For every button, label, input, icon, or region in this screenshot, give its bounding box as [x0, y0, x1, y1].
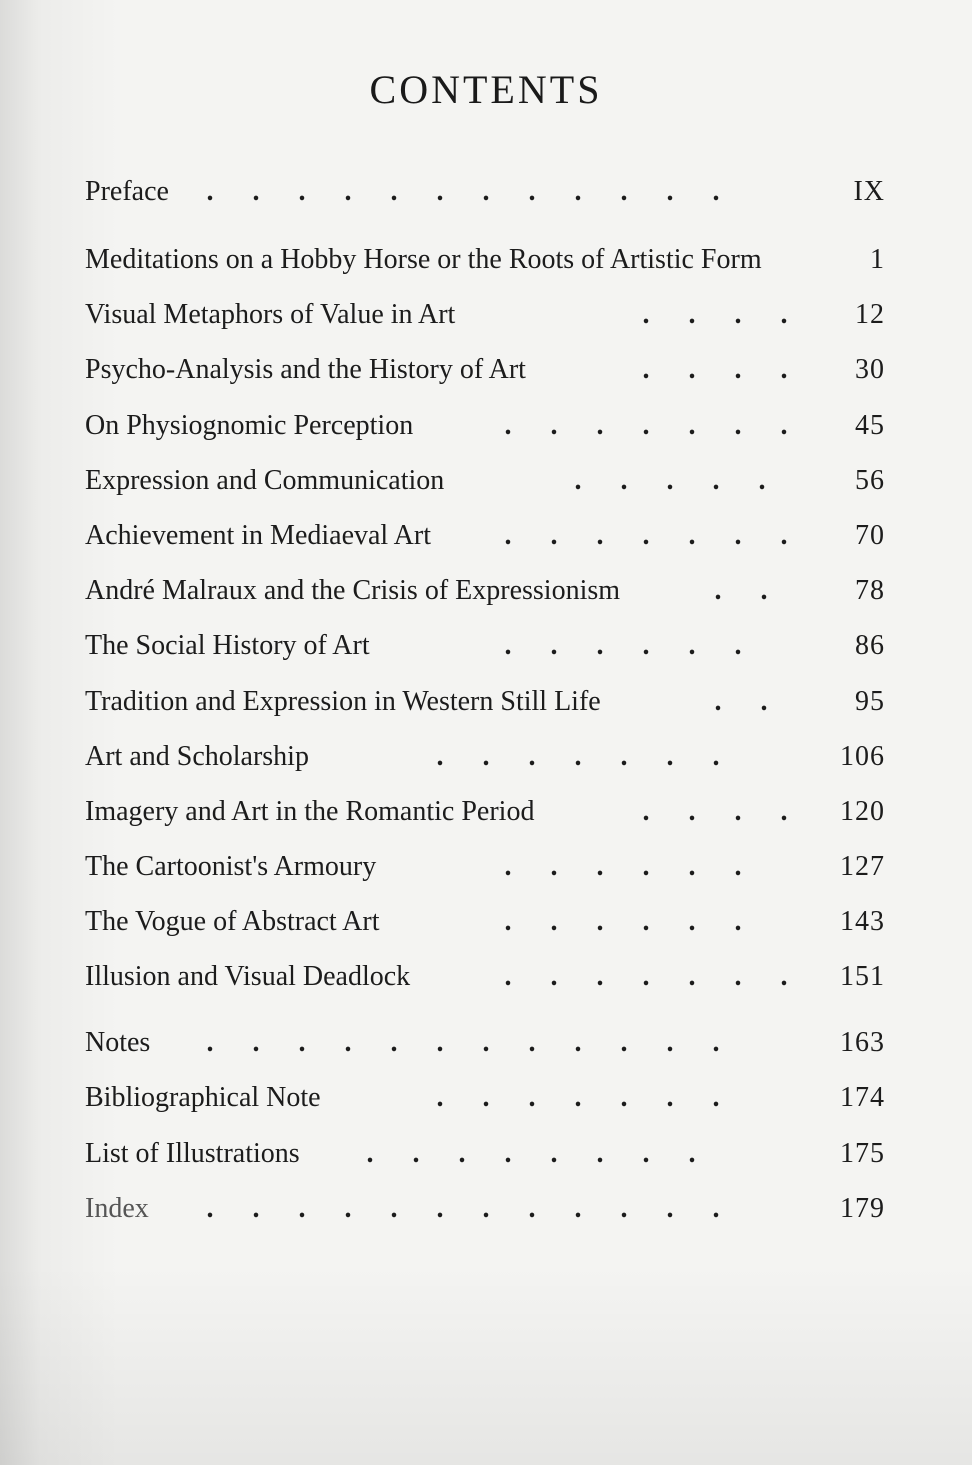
leader-dot: .: [436, 1082, 444, 1113]
toc-entry-label: Achievement in Mediaeval Art: [85, 520, 431, 551]
toc-leader-dots: [485, 516, 807, 556]
leader-dot: .: [734, 961, 742, 992]
toc-leader-dots: [485, 626, 761, 666]
leader-dot: .: [688, 906, 696, 937]
toc-leader-dots: [187, 1189, 739, 1229]
toc-entry-label: The Vogue of Abstract Art: [85, 906, 380, 937]
toc-page-number: 163: [840, 1027, 885, 1058]
leader-dot: .: [596, 520, 604, 551]
toc-entry-malraux[interactable]: [85, 571, 885, 611]
toc-page-number: 175: [840, 1138, 885, 1169]
toc-page-number: IX: [853, 176, 885, 207]
toc-entry-label: Notes: [85, 1027, 151, 1058]
leader-dot: .: [504, 961, 512, 992]
leader-dot: .: [504, 906, 512, 937]
leader-dot: .: [550, 906, 558, 937]
leader-dot: .: [666, 1027, 674, 1058]
leader-dot: .: [780, 410, 788, 441]
toc-page-number: 78: [855, 575, 885, 606]
toc-page-number: 30: [855, 354, 885, 385]
toc-leader-dots: [485, 847, 761, 887]
leader-dot: .: [528, 176, 536, 207]
leader-dot: .: [344, 176, 352, 207]
leader-dot: .: [550, 961, 558, 992]
toc-entry-scholarship[interactable]: [85, 737, 885, 777]
toc-entry-label: On Physiognomic Perception: [85, 410, 414, 441]
page-title: CONTENTS: [369, 67, 603, 112]
leader-dot: .: [574, 176, 582, 207]
toc-entry-label: Expression and Communication: [85, 465, 445, 496]
leader-dot: .: [780, 299, 788, 330]
toc-entry-label: Meditations on a Hobby Horse or the Roots of Artistic Form: [85, 244, 762, 275]
toc-entry-label: Imagery and Art in the Romantic Period: [85, 796, 535, 827]
toc-entry-label: Tradition and Expression in Western Still Life: [85, 686, 601, 717]
leader-dot: .: [390, 1027, 398, 1058]
toc-page-number: 86: [855, 630, 885, 661]
leader-dot: .: [298, 176, 306, 207]
toc-entry-label: Bibliographical Note: [85, 1082, 321, 1113]
leader-dot: .: [666, 1193, 674, 1224]
leader-dot: .: [666, 741, 674, 772]
toc-page-number: 179: [840, 1193, 885, 1224]
leader-dot: .: [666, 1082, 674, 1113]
toc-entry-label: Preface: [85, 176, 169, 207]
leader-dot: .: [620, 1193, 628, 1224]
leader-dot: .: [734, 354, 742, 385]
leader-dot: .: [688, 354, 696, 385]
leader-dot: .: [642, 796, 650, 827]
leader-dot: .: [390, 1193, 398, 1224]
leader-dot: .: [528, 741, 536, 772]
leader-dot: .: [504, 1138, 512, 1169]
toc-entry-physiognomic[interactable]: [85, 406, 885, 446]
leader-dot: .: [504, 410, 512, 441]
leader-dot: .: [712, 465, 720, 496]
leader-dot: .: [436, 176, 444, 207]
leader-dot: .: [688, 630, 696, 661]
toc-entry-abstract-art[interactable]: [85, 902, 885, 942]
leader-dot: .: [688, 299, 696, 330]
toc-leader-dots: [347, 1134, 715, 1174]
leader-dot: .: [344, 1027, 352, 1058]
toc-entry-still-life[interactable]: [85, 682, 885, 722]
leader-dot: .: [482, 1082, 490, 1113]
toc-page-number: 120: [840, 796, 885, 827]
toc-entry-preface[interactable]: [85, 172, 885, 212]
leader-dot: .: [712, 1082, 720, 1113]
toc-entry-label: André Malraux and the Crisis of Expressionism: [85, 575, 621, 606]
leader-dot: .: [642, 299, 650, 330]
toc-page-number: 106: [840, 741, 885, 772]
leader-dot: .: [642, 961, 650, 992]
leader-dot: .: [780, 961, 788, 992]
leader-dot: .: [758, 465, 766, 496]
leader-dot: .: [712, 741, 720, 772]
leader-dot: .: [574, 1193, 582, 1224]
leader-dot: .: [620, 465, 628, 496]
leader-dot: .: [642, 410, 650, 441]
leader-dot: .: [390, 176, 398, 207]
toc-entry-label: Art and Scholarship: [85, 741, 309, 772]
leader-dot: .: [252, 176, 260, 207]
toc-entry-cartoonist[interactable]: [85, 847, 885, 887]
toc-page-number: 151: [840, 961, 885, 992]
toc-page-number: 70: [855, 520, 885, 551]
toc-entry-expression-communication[interactable]: [85, 461, 885, 501]
toc-leader-dots: [187, 1023, 739, 1063]
leader-dot: .: [574, 465, 582, 496]
toc-page-number: 45: [855, 410, 885, 441]
leader-dot: .: [620, 176, 628, 207]
toc-page-number: 95: [855, 686, 885, 717]
toc-entry-mediaeval[interactable]: [85, 516, 885, 556]
leader-dot: .: [528, 1193, 536, 1224]
leader-dot: .: [550, 630, 558, 661]
leader-dot: .: [574, 1027, 582, 1058]
toc-entry-notes[interactable]: [85, 1023, 885, 1063]
leader-dot: .: [666, 176, 674, 207]
toc-entry-psycho-analysis[interactable]: [85, 350, 885, 390]
leader-dot: .: [734, 410, 742, 441]
toc-entry-illustrations[interactable]: [85, 1134, 885, 1174]
toc-entry-bibliographical[interactable]: [85, 1078, 885, 1118]
toc-leader-dots: [695, 682, 787, 722]
toc-entry-label: Index: [85, 1193, 149, 1224]
leader-dot: .: [458, 1138, 466, 1169]
leader-dot: .: [596, 630, 604, 661]
leader-dot: .: [252, 1193, 260, 1224]
toc-entry-label: Illusion and Visual Deadlock: [85, 961, 411, 992]
leader-dot: .: [780, 520, 788, 551]
leader-dot: .: [550, 410, 558, 441]
leader-dot: .: [734, 630, 742, 661]
toc-entry-visual-metaphors[interactable]: [85, 295, 885, 335]
leader-dot: .: [206, 1193, 214, 1224]
leader-dot: .: [550, 1138, 558, 1169]
leader-dot: .: [666, 465, 674, 496]
leader-dot: .: [642, 520, 650, 551]
leader-dot: .: [596, 410, 604, 441]
leader-dot: .: [298, 1027, 306, 1058]
leader-dot: .: [550, 520, 558, 551]
toc-leader-dots: [623, 350, 807, 390]
leader-dot: .: [620, 1082, 628, 1113]
toc-leader-dots: [417, 1078, 739, 1118]
leader-dot: .: [642, 354, 650, 385]
toc-entry-romantic[interactable]: [85, 792, 885, 832]
toc-entry-social-history[interactable]: [85, 626, 885, 666]
leader-dot: .: [734, 796, 742, 827]
leader-dot: .: [596, 906, 604, 937]
toc-page-number: 1: [870, 244, 885, 275]
toc-entry-label: Visual Metaphors of Value in Art: [85, 299, 456, 330]
toc-leader-dots: [623, 792, 807, 832]
toc-leader-dots: [555, 461, 785, 501]
leader-dot: .: [596, 851, 604, 882]
leader-dot: .: [596, 961, 604, 992]
toc-entry-label: The Social History of Art: [85, 630, 370, 661]
leader-dot: .: [482, 1193, 490, 1224]
toc-entry-meditations[interactable]: [85, 240, 885, 280]
leader-dot: .: [734, 851, 742, 882]
toc-entry-label: List of Illustrations: [85, 1138, 300, 1169]
leader-dot: .: [436, 741, 444, 772]
leader-dot: .: [482, 176, 490, 207]
leader-dot: .: [688, 410, 696, 441]
leader-dot: .: [504, 520, 512, 551]
leader-dot: .: [620, 1027, 628, 1058]
toc-entry-label: The Cartoonist's Armoury: [85, 851, 377, 882]
leader-dot: .: [642, 1138, 650, 1169]
leader-dot: .: [366, 1138, 374, 1169]
leader-dot: .: [528, 1027, 536, 1058]
leader-dot: .: [252, 1027, 260, 1058]
toc-page-number: 12: [855, 299, 885, 330]
toc-leader-dots: [187, 172, 739, 212]
leader-dot: .: [734, 906, 742, 937]
toc-page-number: 143: [840, 906, 885, 937]
toc-leader-dots: [485, 902, 761, 942]
leader-dot: .: [436, 1193, 444, 1224]
leader-dot: .: [734, 299, 742, 330]
leader-dot: .: [528, 1082, 536, 1113]
leader-dot: .: [574, 741, 582, 772]
leader-dot: .: [482, 1027, 490, 1058]
toc-leader-dots: [695, 571, 787, 611]
leader-dot: .: [712, 1193, 720, 1224]
leader-dot: .: [688, 796, 696, 827]
leader-dot: .: [642, 630, 650, 661]
leader-dot: .: [298, 1193, 306, 1224]
leader-dot: .: [688, 961, 696, 992]
toc-page-number: 174: [840, 1082, 885, 1113]
leader-dot: .: [620, 741, 628, 772]
leader-dot: .: [712, 176, 720, 207]
leader-dot: .: [206, 176, 214, 207]
leader-dot: .: [596, 1138, 604, 1169]
leader-dot: .: [688, 1138, 696, 1169]
leader-dot: .: [504, 851, 512, 882]
leader-dot: .: [712, 1027, 720, 1058]
leader-dot: .: [760, 686, 768, 717]
toc-entry-label: Psycho-Analysis and the History of Art: [85, 354, 526, 385]
toc-leader-dots: [417, 737, 739, 777]
toc-leader-dots: [485, 957, 807, 997]
leader-dot: .: [760, 575, 768, 606]
toc-entry-index[interactable]: [85, 1189, 885, 1229]
leader-dot: .: [482, 741, 490, 772]
leader-dot: .: [574, 1082, 582, 1113]
leader-dot: .: [504, 630, 512, 661]
leader-dot: .: [734, 520, 742, 551]
leader-dot: .: [344, 1193, 352, 1224]
leader-dot: .: [642, 851, 650, 882]
leader-dot: .: [714, 575, 722, 606]
toc-page-number: 127: [840, 851, 885, 882]
leader-dot: .: [688, 520, 696, 551]
leader-dot: .: [436, 1027, 444, 1058]
toc-entry-illusion[interactable]: [85, 957, 885, 997]
leader-dot: .: [780, 354, 788, 385]
leader-dot: .: [714, 686, 722, 717]
toc-leader-dots: [623, 295, 807, 335]
leader-dot: .: [412, 1138, 420, 1169]
leader-dot: .: [550, 851, 558, 882]
leader-dot: .: [688, 851, 696, 882]
leader-dot: .: [780, 796, 788, 827]
toc-page-number: 56: [855, 465, 885, 496]
leader-dot: .: [206, 1027, 214, 1058]
toc-leader-dots: [485, 406, 807, 446]
leader-dot: .: [642, 906, 650, 937]
